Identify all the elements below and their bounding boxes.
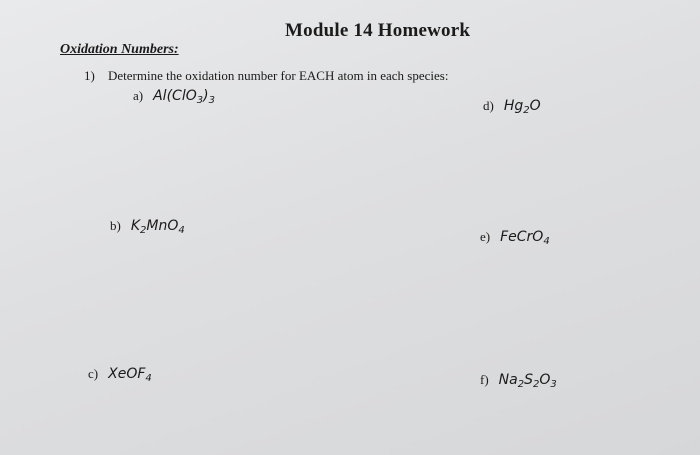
formula-subscript: 2 [517,379,525,390]
chemical-formula [499,372,557,388]
chemical-formula [108,366,152,382]
species-label: d) [483,98,494,113]
formula-part: FeCrO [500,229,544,245]
formula-part: Na [498,372,518,388]
formula-part: K [130,218,141,234]
formula-part: S [524,372,533,388]
formula-subscript: 3 [208,95,215,106]
formula-part: Hg [503,98,524,114]
species-label: e) [480,229,491,244]
species-a [133,88,215,106]
formula-subscript: 3 [550,379,557,390]
formula-subscript: 4 [145,373,152,384]
formula-subscript: 4 [178,225,185,236]
species-label: a) [133,88,144,103]
species-label: c) [88,366,99,381]
chemical-formula [500,229,550,245]
species-b [110,218,185,236]
page-title: Module 14 Homework [285,20,471,41]
chemical-formula [153,88,215,104]
question-number: 1) [84,68,95,83]
formula-part: Al(ClO [153,88,197,104]
species-label: f) [480,372,489,387]
question-1 [84,68,448,84]
formula-subscript: 2 [140,225,147,236]
species-f [480,372,557,390]
formula-subscript: 2 [523,105,530,116]
formula-part: O [539,372,551,388]
species-c [88,366,152,384]
species-e [480,229,550,247]
formula-part: MnO [146,218,179,234]
chemical-formula [131,218,185,234]
formula-subscript: 4 [543,236,550,247]
section-heading: Oxidation Numbers: [60,42,179,57]
species-d [483,98,541,116]
formula-part: ) [203,88,209,104]
chemical-formula [504,98,541,114]
formula-part: O [529,98,541,114]
species-label: b) [110,218,121,233]
question-text: Determine the oxidation number for EACH atom in each species: [108,68,449,83]
formula-subscript: 3 [196,95,204,106]
formula-part: XeOF [108,366,146,382]
formula-subscript: 2 [533,379,540,390]
